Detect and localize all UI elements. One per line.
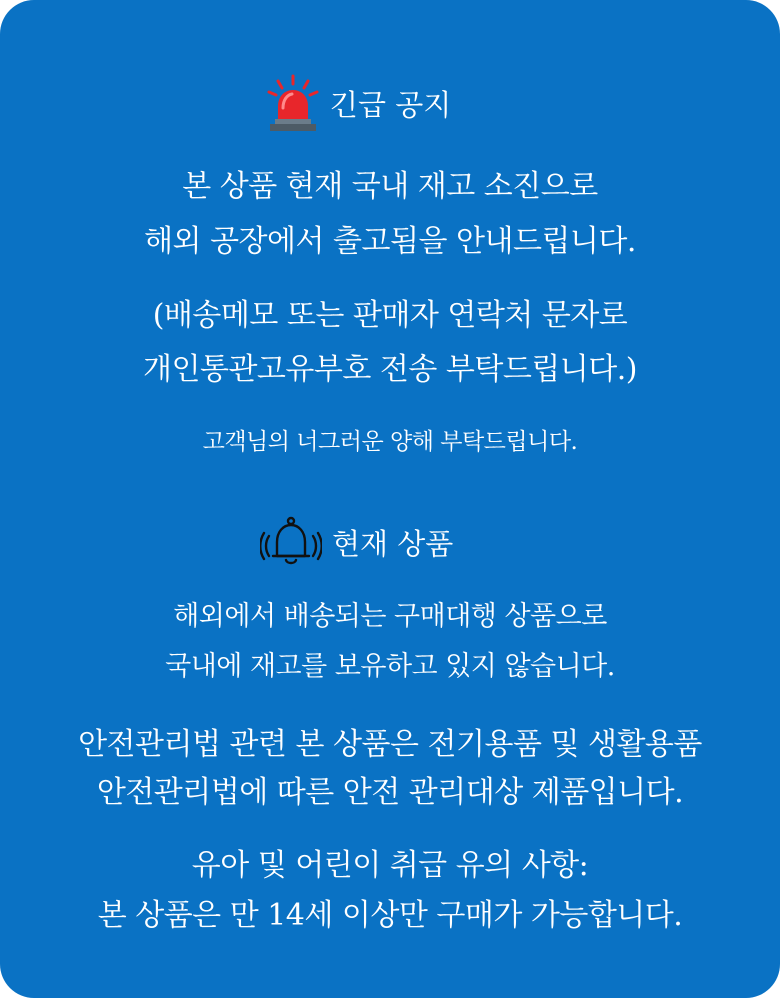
product-line-1: 해외에서 배송되는 구매대행 상품으로 — [173, 601, 607, 632]
bell-icon — [260, 516, 322, 568]
notice-line-5: 고객님의 너그러운 양해 부탁드립니다. — [202, 429, 578, 455]
product-line-6: 본 상품은 만 14세 이상만 구매가 가능합니다. — [97, 898, 683, 933]
product-heading — [260, 516, 453, 568]
notice-line-3: (배송메모 또는 판매자 연락처 문자로 — [152, 298, 628, 333]
siren-icon — [266, 74, 320, 132]
notice-line-4: 개인통관고유부호 전송 부탁드립니다.) — [143, 352, 637, 387]
product-line-4: 안전관리법에 따른 안전 관리대상 제품입니다. — [96, 775, 684, 810]
product-heading-text: 현재 상품 — [332, 526, 454, 561]
notice-heading — [266, 74, 451, 132]
product-line-2: 국내에 재고를 보유하고 있지 않습니다. — [165, 651, 615, 682]
notice-line-2: 해외 공장에서 출고됨을 안내드립니다. — [144, 224, 636, 259]
product-line-3: 안전관리법 관련 본 상품은 전기용품 및 생활용품 — [78, 727, 702, 762]
notice-line-1: 본 상품 현재 국내 재고 소진으로 — [182, 169, 598, 204]
notice-heading-text: 긴급 공지 — [330, 87, 452, 122]
product-line-5: 유아 및 어린이 취급 유의 사항: — [191, 848, 589, 883]
